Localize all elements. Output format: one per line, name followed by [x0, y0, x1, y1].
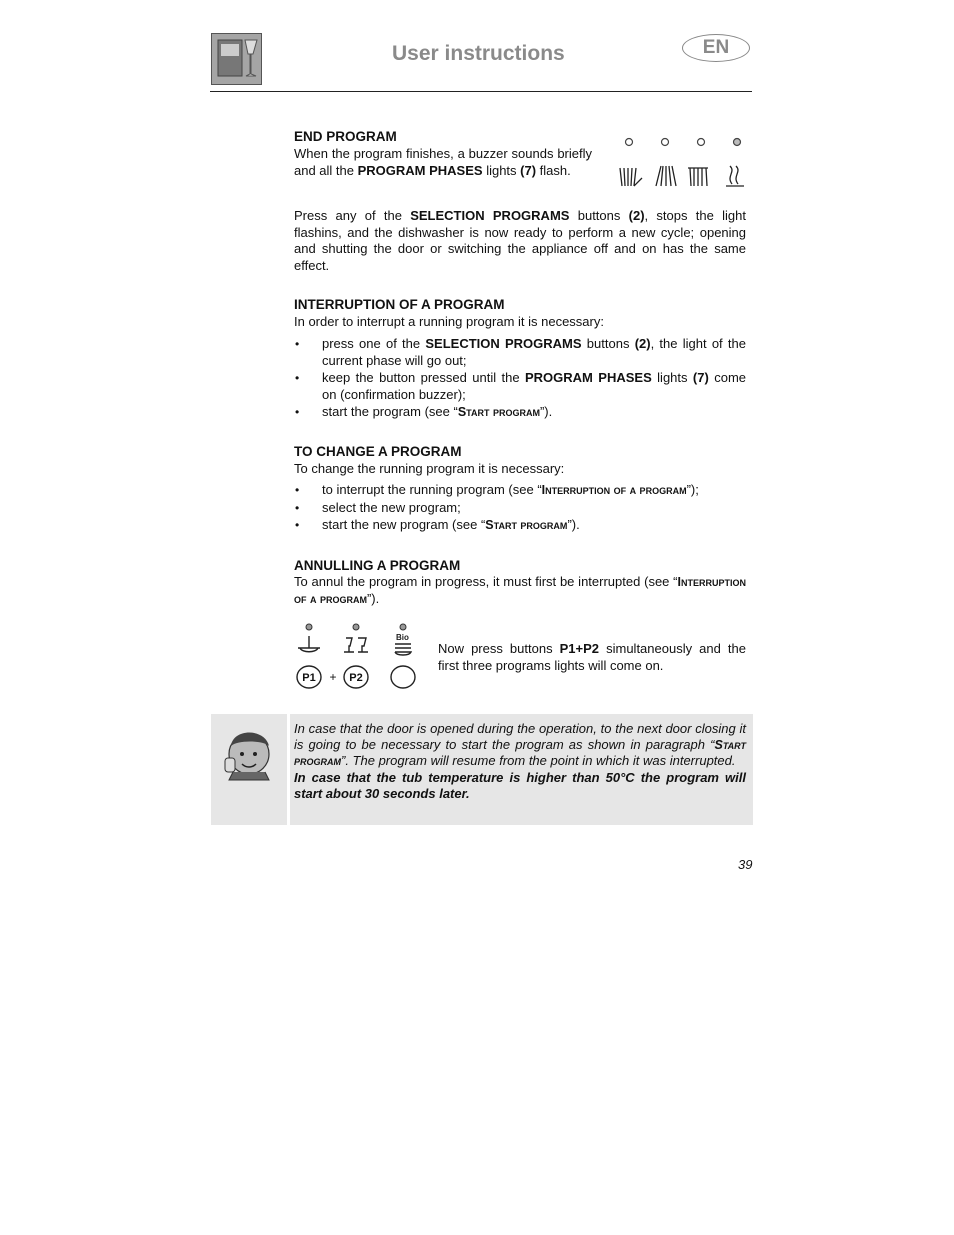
end-program-title: END PROGRAM — [294, 129, 397, 144]
dishwasher-logo — [211, 33, 262, 85]
interruption-intro: In order to interrupt a running program it is necessary: — [294, 314, 604, 329]
header-divider — [210, 91, 752, 92]
list-item: • start the new program (see “Start program”). — [294, 517, 746, 534]
end-program-paragraph-2: Press any of the SELECTION PROGRAMS buttons (2), stops the light flashins, and the dishwasher is now ready to perform a new cycle; opening and shutting the door or switching the appliance off and on has the same effect. — [294, 208, 746, 273]
list-item: • press one of the SELECTION PROGRAMS buttons (2), the light of the current phase will go out; — [294, 336, 746, 369]
bio-label: Bio — [396, 633, 409, 642]
plus-sign: + — [329, 670, 337, 684]
list-item: • to interrupt the running program (see “Interruption of a program”); — [294, 482, 746, 499]
list-item: • keep the button pressed until the PROGRAM PHASES lights (7) come on (confirmation buzzer); — [294, 370, 746, 403]
change-intro: To change the running program it is necessary: — [294, 461, 565, 476]
list-item: • select the new program; — [294, 500, 746, 517]
page-number: 39 — [738, 857, 753, 872]
change-title: TO CHANGE A PROGRAM — [294, 444, 462, 459]
p1-button-label: P1 — [302, 672, 316, 684]
program-phases-icons — [612, 134, 752, 190]
interruption-steps — [294, 336, 746, 422]
annulling-title: ANNULLING A PROGRAM — [294, 558, 461, 573]
language-badge: EN — [682, 34, 750, 62]
end-program-paragraph-1: When the program finishes, a buzzer sounds briefly and all the PROGRAM PHASES lights (7) flash. — [294, 146, 592, 178]
annulling-buttons-text: Now press buttons P1+P2 simultaneously and the first three programs lights will come on. — [438, 641, 746, 673]
page-title: User instructions — [392, 42, 565, 65]
interruption-title: INTERRUPTION OF A PROGRAM — [294, 297, 505, 312]
technician-icon — [211, 714, 287, 825]
note-text: In case that the door is opened during the operation, to the next door closing it is going to be necessary to start the program as shown in paragraph “Start program”. The program will resume from the point in which it was interrupted. In case that the tub temperature is higher than 50°C the program will start about 30 seconds later. — [294, 721, 746, 801]
annulling-paragraph: To annul the program in progress, it must first be interrupted (see “Interruption of a program”). — [294, 574, 746, 606]
list-item: • start the program (see “Start program”). — [294, 404, 746, 421]
change-steps — [294, 482, 746, 535]
p2-button-label: P2 — [349, 672, 363, 684]
p1-p2-illustration — [292, 620, 422, 692]
note-icon-panel — [211, 714, 287, 825]
